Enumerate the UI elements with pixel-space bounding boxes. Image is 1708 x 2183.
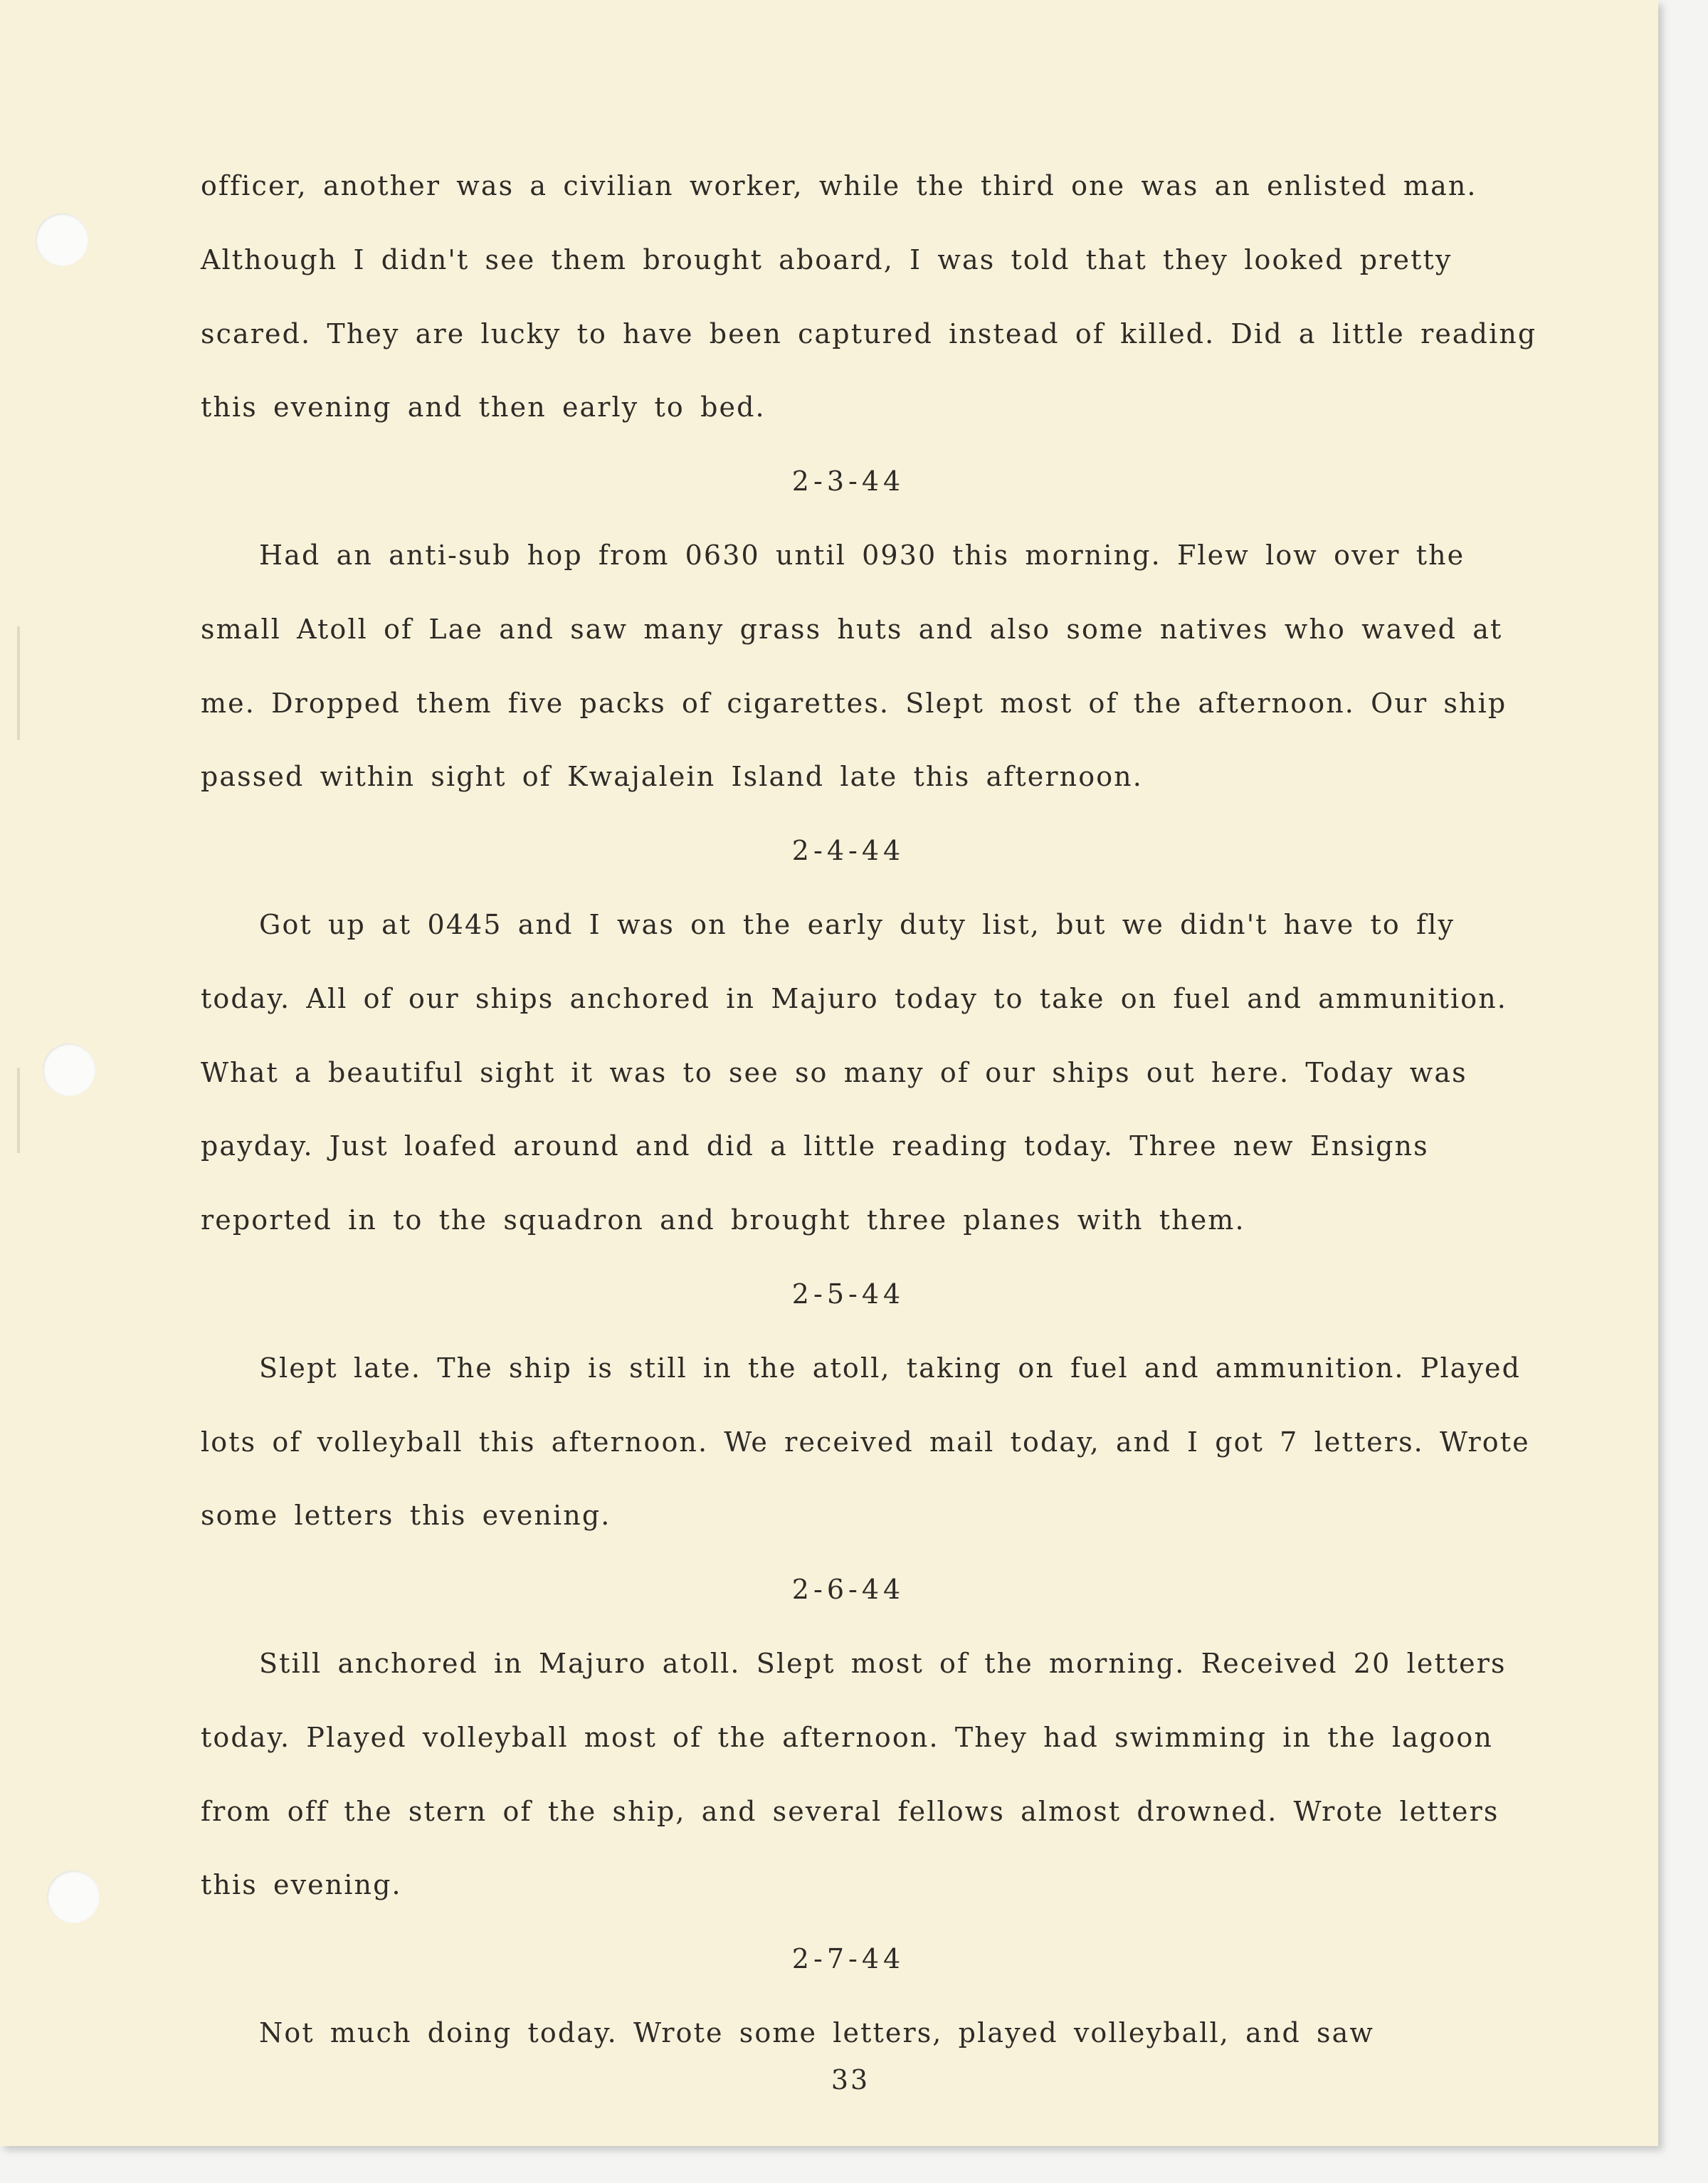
entry-date: 2-5-44 xyxy=(791,1278,905,1310)
continuation-paragraph: officer, another was a civilian worker, while the third one was an enlisted man. Although I didn't see them brought aboard, I was told that they looked pretty scared. They are lucky to have been captured instead of killed. Did a little reading this evening and then early to bed. xyxy=(201,170,1537,424)
entry-text: Got up at 0445 and I was on the early duty list, but we didn't have to fly today. All of our ships anchored in Majuro today to take on fuel and ammunition. What a beautiful sight it was to see so many of our ships out here. Today was payday. Just loafed around and did a little reading today. Three new Ensigns reported in to the squadron and brought three planes with them. xyxy=(201,908,1507,1236)
entry-text: Had an anti-sub hop from 0630 until 0930 this morning. Flew low over the small Atoll of Lae and saw many grass huts and also some natives who waved at me. Dropped them five packs of cigarettes. Slept most of the afternoon. Our ship passed within sight of Kwajalein Island late this afternoon. xyxy=(201,539,1507,793)
entry-date: 2-4-44 xyxy=(791,835,905,867)
entry-date: 2-3-44 xyxy=(791,465,905,498)
diary-text xyxy=(201,149,1553,2071)
entry-text: Slept late. The ship is still in the atoll, taking on fuel and ammunition. Played lots of volleyball this afternoon. We received mail today, and I got 7 letters. Wrote some letters this evening. xyxy=(201,1352,1530,1532)
punch-hole xyxy=(47,1871,100,1923)
entry-text: Not much doing today. Wrote some letters, played volleyball, and saw xyxy=(259,2016,1375,2048)
page-number: 33 xyxy=(831,2064,870,2095)
entry-date: 2-7-44 xyxy=(791,1943,905,1975)
punch-hole xyxy=(43,1043,95,1096)
entry-text: Still anchored in Majuro atoll. Slept most of the morning. Received 20 letters today. Played volleyball most of the afternoon. They had swimming in the lagoon from off the stern of the ship, and several fellows almost drowned. Wrote letters this evening. xyxy=(201,1647,1507,1901)
entry-date: 2-6-44 xyxy=(791,1574,905,1606)
binding-mark xyxy=(17,1068,20,1153)
punch-hole xyxy=(36,214,88,266)
binding-mark xyxy=(17,626,20,740)
